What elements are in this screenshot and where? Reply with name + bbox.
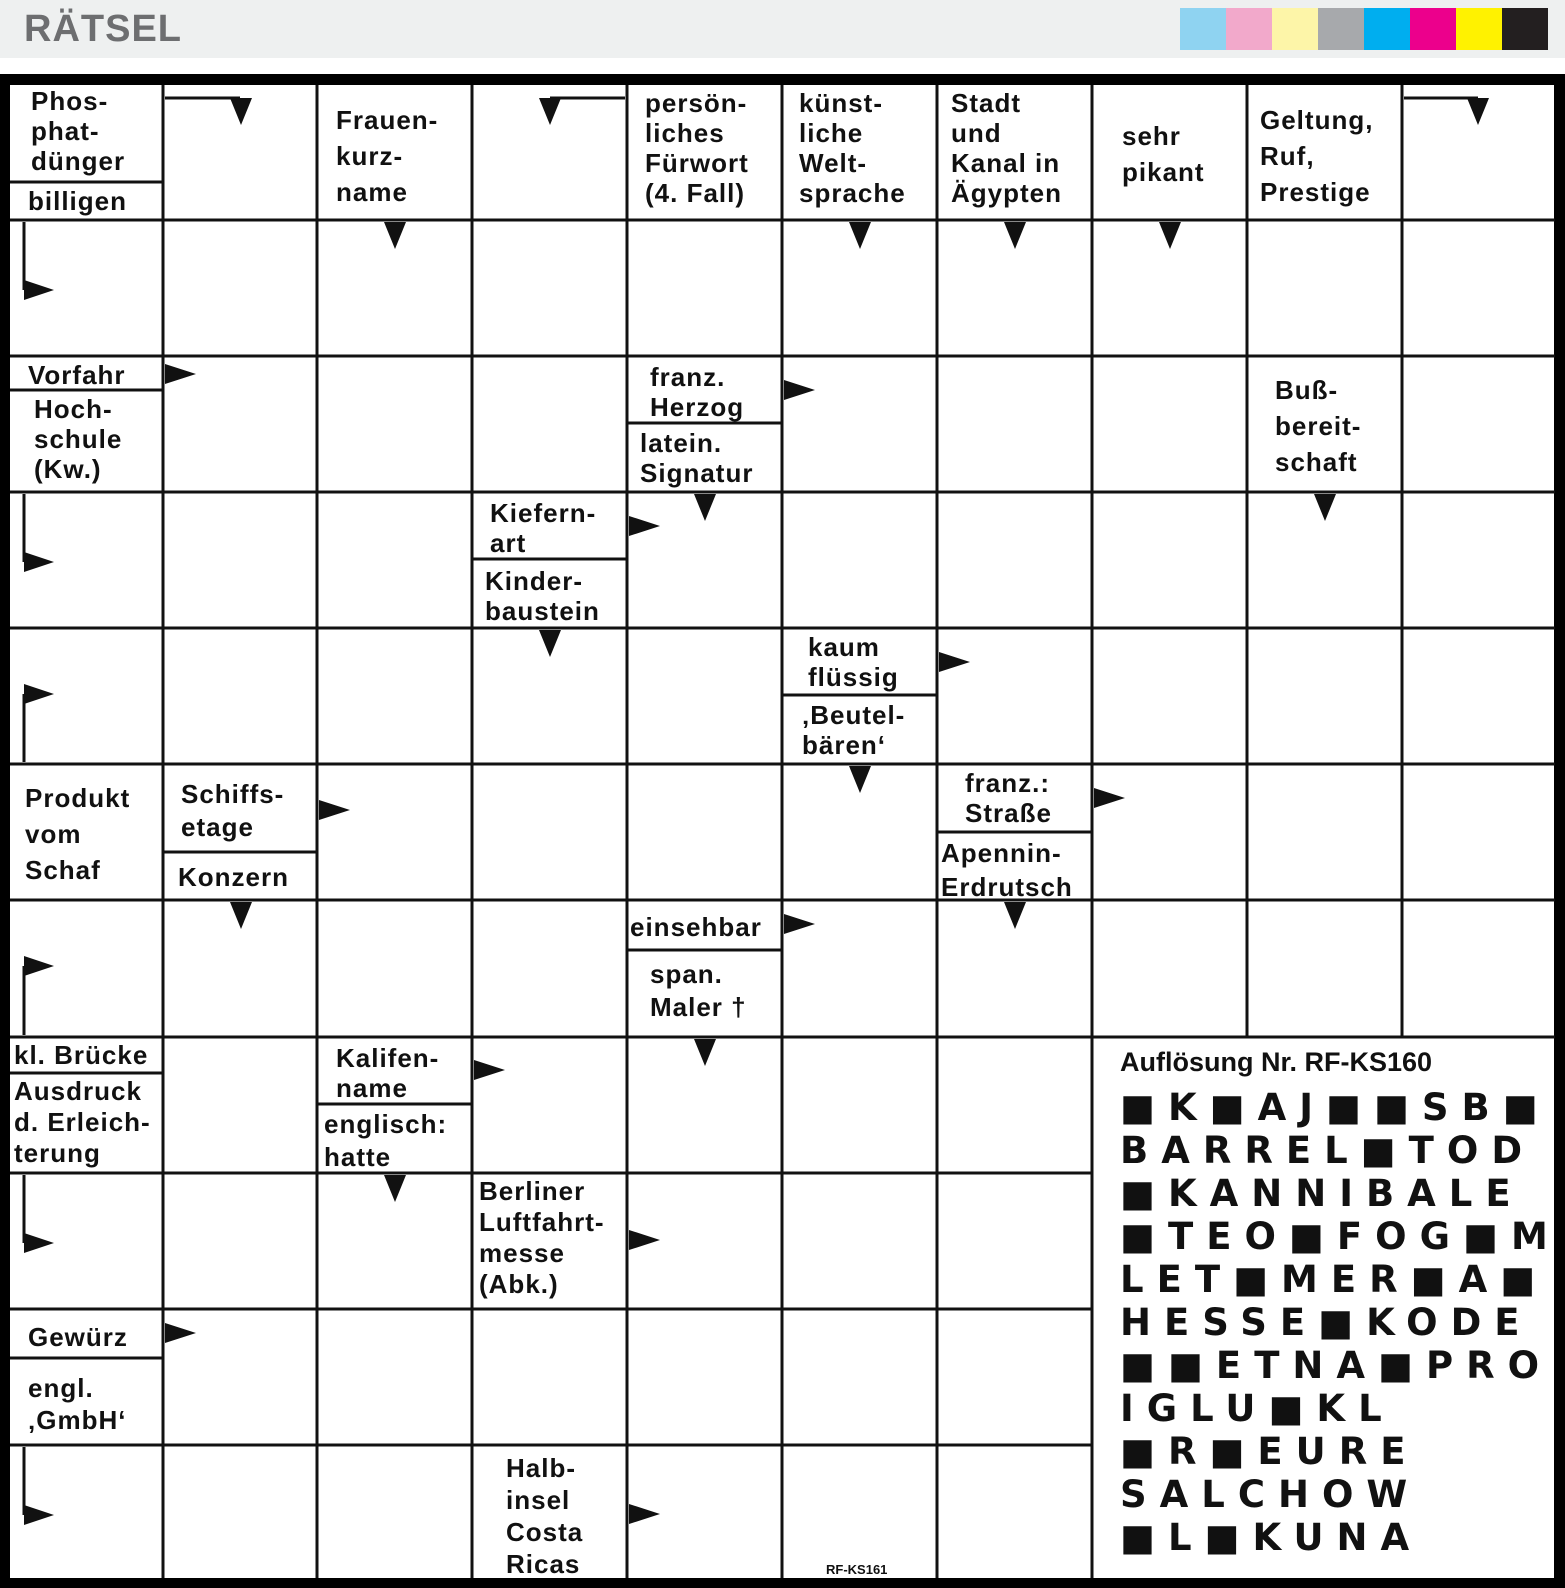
clue: engl. ‚GmbH‘ [28, 1373, 127, 1435]
arrow-down-icon [849, 222, 871, 249]
clue: einsehbar [630, 912, 762, 942]
arrow-right-icon [629, 516, 660, 536]
arrow-right-icon [24, 552, 54, 572]
arrow-right-icon [784, 914, 815, 934]
arrow-down-icon [694, 1039, 716, 1066]
clue: kl. Brücke [14, 1040, 149, 1070]
clue: Frauen- kurz- name [336, 105, 439, 207]
arrow-down-icon [384, 1175, 406, 1202]
arrow-right-icon [474, 1060, 505, 1080]
clue: latein. Signatur [640, 428, 754, 488]
arrow-right-icon [24, 684, 54, 704]
arrow-right-icon [165, 364, 196, 384]
solution-row: IGLU■KL [1120, 1387, 1395, 1430]
clue: Kiefern- art [490, 498, 597, 558]
arrow-right-icon [939, 652, 970, 672]
arrow-right-icon [629, 1230, 660, 1250]
solution-row: ■K■AJ■■SB■ [1120, 1086, 1551, 1129]
arrow-right-icon [1094, 788, 1125, 808]
clue: Berliner Luftfahrt- messe (Abk.) [479, 1176, 605, 1299]
clue: billigen [28, 186, 127, 216]
arrow-down-icon [1004, 902, 1026, 929]
solution-row: ■KANNIBALE [1120, 1172, 1524, 1215]
arrow-down-icon [230, 902, 252, 929]
clue: ‚Beutel- bären‘ [802, 700, 906, 760]
clue: Kalifen- name [336, 1043, 440, 1103]
arrow-down-icon [849, 766, 871, 793]
clue: Halb- insel Costa Ricas [506, 1453, 584, 1579]
clue: Vorfahr [28, 360, 126, 390]
arrow-down-icon [539, 98, 561, 125]
clue: Geltung, Ruf, Prestige [1260, 105, 1374, 207]
arrow-down-icon [384, 222, 406, 249]
arrow-down-icon [230, 98, 252, 125]
clue: Kinder- baustein [485, 566, 600, 626]
arrow-right-icon [24, 956, 54, 976]
clue: Produkt vom Schaf [25, 783, 131, 885]
solution-row: SALCHOW [1120, 1473, 1421, 1516]
arrow-down-icon [1467, 98, 1489, 125]
arrow-down-icon [1004, 222, 1026, 249]
arrow-right-icon [165, 1323, 196, 1343]
arrow-down-icon [694, 494, 716, 521]
clue: Stadt und Kanal in Ägypten [951, 88, 1062, 208]
clue: Apennin- Erdrutsch [941, 838, 1073, 902]
solution-row: ■TEO■FOG■M [1120, 1215, 1561, 1258]
arrow-right-icon [24, 1233, 54, 1253]
clue: franz. Herzog [650, 362, 745, 422]
clue: Konzern [178, 862, 289, 892]
clue: Ausdruck d. Erleich- terung [14, 1076, 151, 1168]
puzzle-code: RF-KS161 [826, 1562, 888, 1577]
clue: Phos- phat- dünger [31, 86, 126, 176]
clue: künst- liche Welt- sprache [799, 88, 906, 208]
solution-row: ■R■EURE [1120, 1430, 1419, 1473]
clue: sehr pikant [1122, 121, 1205, 187]
clue: Schiffs- etage [181, 779, 285, 842]
arrow-right-icon [784, 380, 815, 400]
arrow-down-icon [539, 630, 561, 657]
clue: Hoch- schule (Kw.) [34, 394, 123, 484]
arrow-down-icon [1159, 222, 1181, 249]
solution-row: ■■ETNA■PRO [1120, 1344, 1553, 1387]
clue: kaum flüssig [808, 632, 899, 692]
clue: persön- liches Fürwort (4. Fall) [645, 88, 749, 208]
arrow-right-icon [24, 280, 54, 300]
page-title: RÄTSEL [24, 8, 182, 50]
clue: Buß- bereit- schaft [1275, 375, 1362, 477]
arrow-right-icon [24, 1505, 54, 1525]
arrow-right-icon [319, 800, 350, 820]
arrow-down-icon [1314, 494, 1336, 521]
solution-row: BARREL■TOD [1120, 1129, 1536, 1172]
solution-title: Auflösung Nr. RF-KS160 [1120, 1047, 1433, 1077]
solution-row: LET■MER■A■ [1120, 1258, 1549, 1301]
clue: Gewürz [28, 1322, 128, 1352]
clue: franz.: Straße [965, 768, 1052, 828]
solution-row: ■L■KUNA [1120, 1516, 1423, 1559]
clue: englisch: hatte [324, 1109, 448, 1172]
solution-row: HESSE■KODE [1120, 1301, 1533, 1344]
clue: span. Maler † [650, 959, 747, 1022]
arrow-right-icon [629, 1504, 660, 1524]
